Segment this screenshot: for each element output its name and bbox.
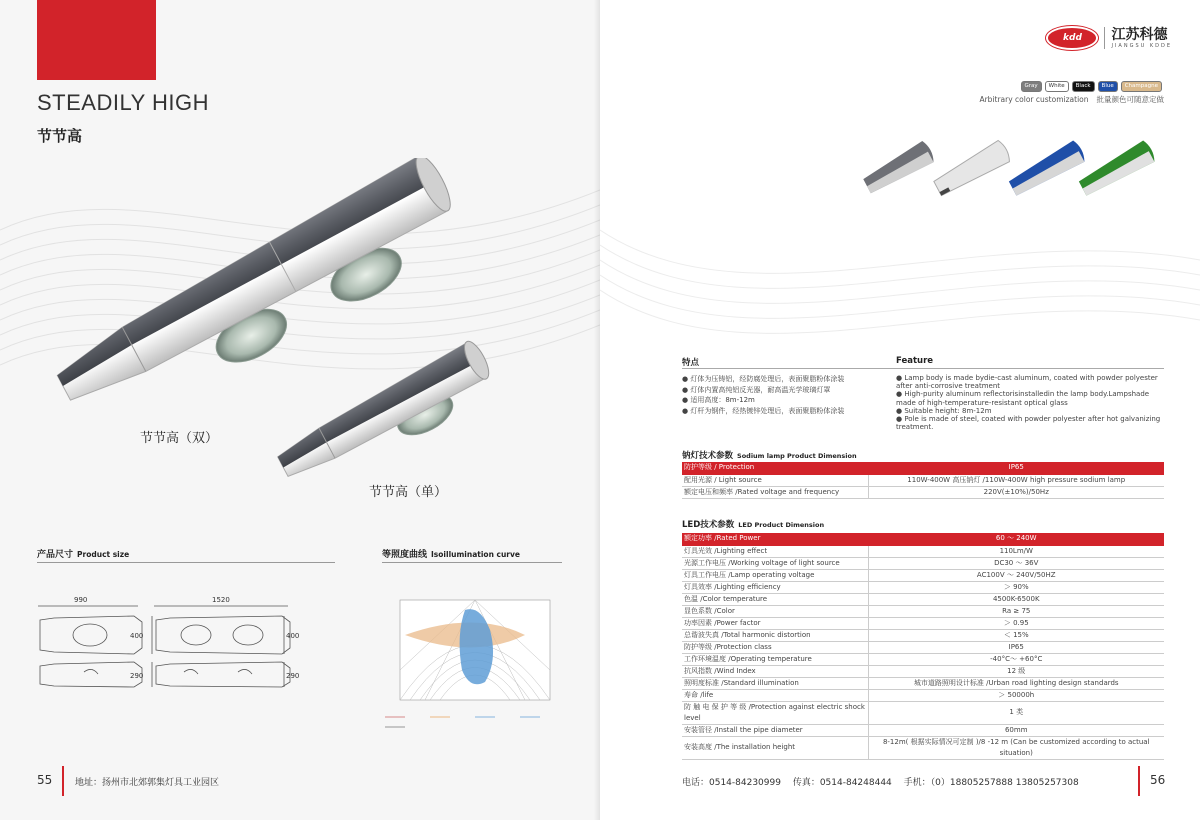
table-row: 防护等级 /Protection class IP65 (682, 641, 1164, 653)
table-row: 光源工作电压 /Working voltage of light source DC30 ～ 36V (682, 557, 1164, 569)
isoillumination-rule (382, 562, 562, 563)
table-row: 色温 /Color temperature 4500K-6500K (682, 593, 1164, 605)
lamp-double-label: 节节高（双） (140, 431, 219, 446)
feature-en-item: ● High-purity aluminum reflectorisinstalledin the lamp body.Lampshade made of high-temperature-resistant optical glass (896, 390, 1150, 407)
table-row: 功率因素 /Power factor ＞ 0.95 (682, 617, 1164, 629)
led-table-title: LED技术参数 LED Product Dimension (682, 520, 825, 530)
page-number-left: 55 (37, 773, 53, 787)
table-row: 灯具工作电压 /Lamp operating voltage AC100V ～ 240V/50HZ (682, 569, 1164, 581)
swatch-blue: Blue (1098, 81, 1118, 92)
sodium-spec-table (682, 462, 1164, 499)
sodium-table-title: 钠灯技术参数 Sodium lamp Product Dimension (682, 451, 857, 461)
table-row: 灯具效率 /Lighting efficiency ＞ 90% (682, 581, 1164, 593)
table-row: 抗风指数 /Wind Index 12 级 (682, 665, 1164, 677)
table-row: 显色系数 /Color Ra ≥ 75 (682, 605, 1164, 617)
isoillumination-chart (380, 590, 560, 735)
table-row: 寿命 /life ＞ 50000h (682, 689, 1164, 701)
swatch-champagne: Champagne (1121, 81, 1162, 92)
feature-list-cn (682, 374, 892, 416)
footer-contact: 电话：0514-84230999 传真：0514-84248444 手机：（0）18805257888 13805257308 (682, 778, 1079, 788)
swatch-gray: Gray (1021, 81, 1042, 92)
logo-mark: kdd (1046, 26, 1098, 50)
table-row: 额定电压和频率 /Rated voltage and frequency 220V(±10%)/50Hz (682, 486, 1164, 498)
product-size-rule (37, 562, 335, 563)
color-variant-lamps (862, 128, 1162, 198)
product-size-title: 产品尺寸 Product size (37, 550, 130, 560)
dim-990: 990 (74, 596, 88, 604)
color-swatches (1021, 81, 1163, 92)
dim-400-double: 400 (286, 632, 300, 640)
page-number-right: 56 (1150, 773, 1166, 787)
feature-heading-en: Feature (896, 356, 934, 366)
lamp-single-label: 节节高（单） (369, 485, 448, 500)
swatch-black: Black (1072, 81, 1095, 92)
table-row: 防 触 电 保 护 等 级 /Protection against electric shock level 1 类 (682, 701, 1164, 724)
lamp-single-image (268, 330, 498, 490)
table-row: 额定功率 /Rated Power 60 ～ 240W (682, 533, 1164, 545)
feature-list-en (896, 374, 1166, 431)
table-row: 灯具光效 /Lighting effect 110Lm/W (682, 545, 1164, 557)
table-row: 配用光源 / Light source 110W-400W 高压钠灯 /110W-400W high pressure sodium lamp (682, 474, 1164, 486)
company-logo (1046, 26, 1172, 50)
table-row: 工作环境温度 /Operating temperature -40°C～ +60°C (682, 653, 1164, 665)
feature-en-item: ● Suitable height: 8m-12m (896, 406, 992, 415)
logo-en-name: JIANGSU KDDE (1111, 42, 1172, 49)
footer-divider-right (1138, 766, 1140, 796)
feature-cn-item: ● 灯体为压铸铝，经防腐处理后，表面聚脂粉体涂装 (682, 375, 845, 383)
dim-400-single: 400 (130, 632, 144, 640)
feature-cn-item: ● 适用高度：8m-12m (682, 396, 755, 404)
feature-cn-item: ● 灯杆为钢件，经热镀锌处理后，表面聚脂粉体涂装 (682, 406, 845, 415)
led-spec-table (682, 533, 1164, 760)
feature-rule (682, 368, 1164, 369)
logo-cn-name: 江苏科德 (1111, 26, 1168, 43)
table-row: 安装管径 /Install the pipe diameter 60mm (682, 724, 1164, 736)
dim-1520: 1520 (212, 596, 230, 604)
feature-cn-item: ● 灯体内置高纯铝反光器，耐高温光学玻璃灯罩 (682, 385, 831, 394)
product-size-drawing (34, 592, 304, 692)
table-row: 安装高度 /The installation height 8-12m( 根据实际情况可定制 )/8 -12 m (Can be customized according to actual situation) (682, 736, 1164, 759)
logo-divider (1104, 27, 1105, 49)
table-row: 照明度标准 /Standard illumination 城市道路照明设计标准 /Urban road lighting design standards (682, 677, 1164, 689)
isoillumination-title: 等照度曲线 Isoillumination curve (382, 550, 520, 560)
feature-en-item: ● Pole is made of steel, coated with powder polyester after hot galvanizing treatment. (896, 415, 1161, 432)
table-row: 防护等级 / Protection IP65 (682, 462, 1164, 474)
page-title: STEADILY HIGH (37, 90, 209, 115)
color-customization-note: Arbitrary color customization 批量颜色可随意定做 (979, 95, 1164, 104)
footer-divider-left (62, 766, 64, 796)
table-row: 总谐波失真 /Total harmonic distortion ＜ 15% (682, 629, 1164, 641)
dim-290-single: 290 (130, 672, 144, 680)
dim-290-double: 290 (286, 672, 300, 680)
feature-heading-cn: 特点 (682, 358, 700, 368)
footer-address: 地址：扬州市北郊郭集灯具工业园区 (75, 778, 220, 788)
right-page (600, 0, 1200, 820)
page-subtitle: 节节高 (37, 127, 83, 145)
swatch-white: White (1045, 81, 1069, 92)
red-accent-block (37, 0, 156, 80)
feature-en-item: ● Lamp body is made bydie-cast aluminum, coated with powder polyester after anti-corrosive treatment (896, 374, 1158, 391)
